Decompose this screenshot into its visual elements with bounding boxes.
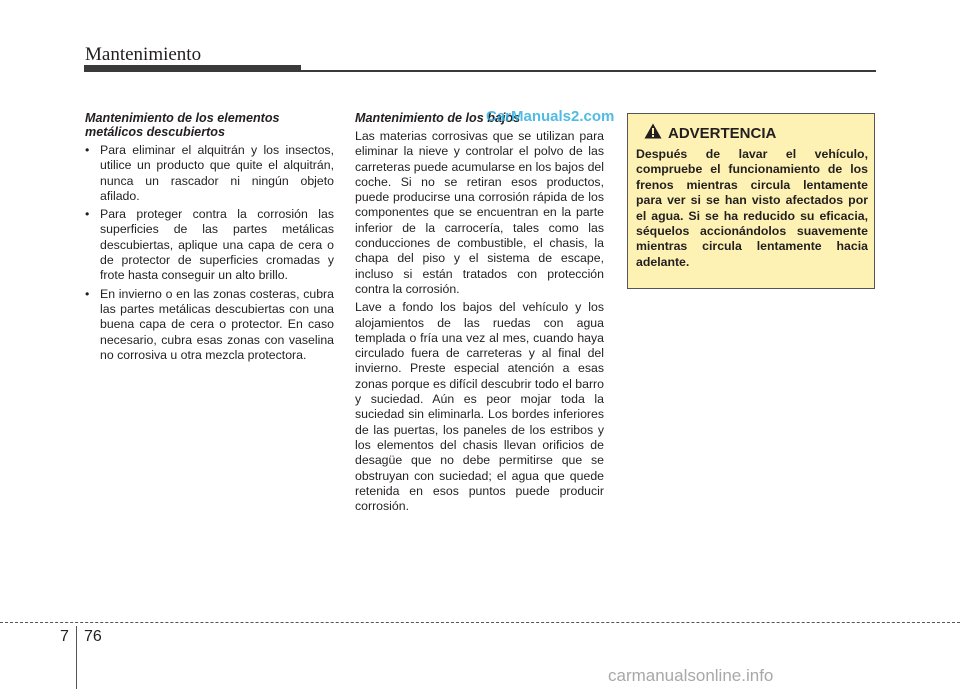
footer-dashed-rule — [0, 622, 960, 623]
chapter-number: 7 — [60, 628, 69, 645]
warning-header — [644, 123, 776, 144]
section-heading-metal: Mantenimiento de los elementos metálicos descubiertos — [85, 111, 280, 139]
footer-divider — [76, 626, 77, 689]
list-item-text: Para eliminar el alquitrán y los insectos, utilice un producto que quite el alquitrán, nunca un rascador ni ningún objeto afilado. — [100, 143, 334, 203]
paragraph: Las materias corrosivas que se utilizan para eliminar la nieve y controlar el polvo de las carreteras puede acumularse en los bajos del coche. Si no se retiran esos productos, puede producirse una corrosión rápida de los componentes que se encuentran en la parte inferior de la carrocería, tales como las conducciones de combustible, el chasis, la chapa del piso y el sistema de escape, incluso si están tratados con protección contra la corrosión. — [355, 129, 604, 296]
left-column — [85, 111, 334, 366]
warning-triangle-icon — [644, 123, 662, 144]
header-rule — [300, 70, 876, 72]
list-item — [85, 287, 334, 363]
bullet-icon: • — [85, 286, 90, 301]
section-heading-underbody: Mantenimiento de los bajos — [355, 111, 521, 125]
warning-title: ADVERTENCIA — [668, 125, 777, 142]
list-item — [85, 143, 334, 204]
bullet-icon: • — [85, 143, 90, 157]
header-title: Mantenimiento — [85, 44, 202, 65]
warning-body: Después de lavar el vehículo, compruebe el funcionamiento de los frenos mientras circula lentamente para ver si se han visto afectados por el agua. Si se ha reducido su eficacia, séquelos accionándolos suavemente mientras circula lentamente hacia adelante. — [636, 147, 868, 269]
watermark-top: CarManuals2.com — [486, 108, 615, 125]
bullet-list — [85, 143, 334, 363]
middle-column — [355, 111, 604, 517]
list-item — [85, 207, 334, 283]
list-item-text: En invierno o en las zonas costeras, cubra las partes metálicas descubiertas con una buena capa de cera o protector. En caso necesario, cubra esas zonas con vaselina no corrosiva u otra mezcla protectora. — [100, 286, 334, 362]
warning-box — [627, 113, 875, 289]
paragraph: Lave a fondo los bajos del vehículo y los alojamientos de las ruedas con agua templada o fría una vez al mes, cuando haya circulado fuera de carreteras y al final del invierno. Preste especial atención a esas zonas porque es difícil descubrir todo el barro y suciedad. Aún es peor mojar toda la suciedad sin eliminarla. Los bordes inferiores de las puertas, los paneles de los estribos y los elementos del chasis llevan orificios de desagüe que no debe permitirse que se obstruyan con suciedad; el agua que quede retenida en esos puntos puede producir corrosión. — [355, 300, 604, 514]
list-item-text: Para proteger contra la corrosión las superficies de las partes metálicas descubiertas, aplique una capa de cera o de protector de superficies cromadas y frote hasta conseguir un alto brillo. — [100, 207, 334, 283]
header-bar — [84, 65, 301, 72]
watermark-bottom: carmanualsonline.info — [608, 666, 774, 685]
page-number: 76 — [84, 628, 102, 645]
bullet-icon: • — [85, 207, 90, 222]
